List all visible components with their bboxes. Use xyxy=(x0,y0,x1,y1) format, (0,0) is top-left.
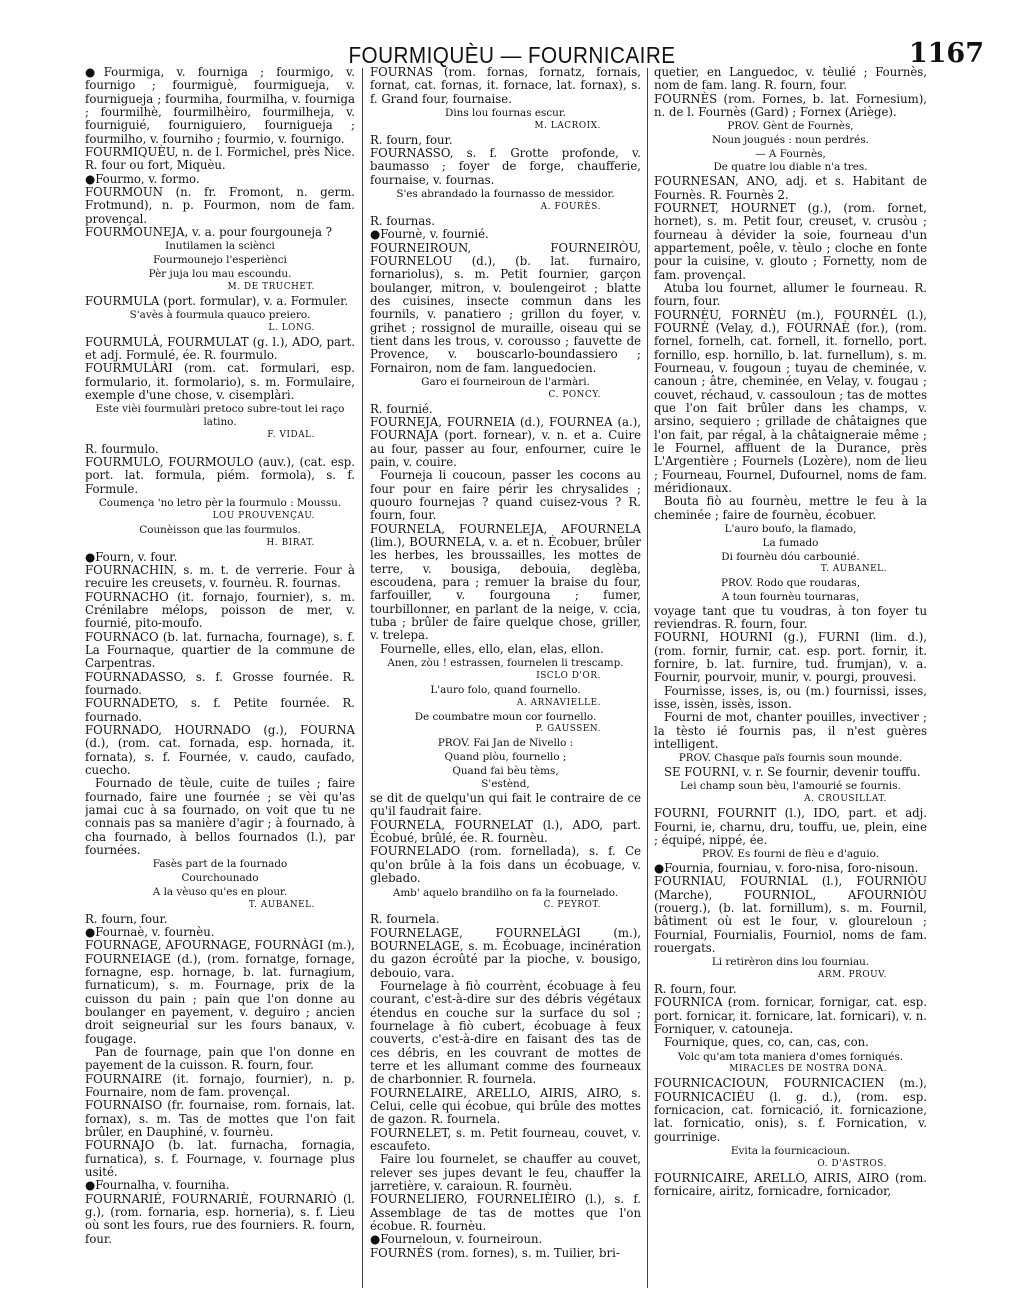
quotation-author: M. LACROIX. xyxy=(534,120,601,131)
quotation-author: LOU PROUVENÇAU. xyxy=(212,510,315,521)
quotation-line: Garo ei fourneiroun de l'armàri. xyxy=(421,375,590,388)
dictionary-entry: R. fourn, four. xyxy=(370,132,453,147)
dictionary-entry: FOURNI, HOURNI (g.), FURNI (lim. d.), (rom. fornir, furnir, cat. esp. port. fornir, it. fornire, b. lat. furnire, tud. frumjan), v. a. Fournir, pourvoir, munir, v. pourgi, prouvesi. xyxy=(654,630,927,685)
quotation-author: T. AUBANEL. xyxy=(248,899,315,910)
dictionary-entry: R. fourmulo. xyxy=(85,441,159,456)
dictionary-entry: FOURNEJA, FOURNEIA (d.), FOURNEA (a.), FOURNAJA (port. fornear), v. n. et a. Cuire au four, passer au four, enfourner, cuire le pain, v. couire. xyxy=(370,414,641,470)
dictionary-entry: FOURNADETO, s. f. Petite fournée. R. fournado. xyxy=(85,696,355,724)
quotation-author: A. FOURÈS. xyxy=(540,201,601,212)
quotation-line: Di fournèu dóu carbounié. xyxy=(721,550,860,563)
quotation-line: Amb' aquelo brandilho on fa la fournelado. xyxy=(392,886,619,899)
dictionary-entry: FOURNI, FOURNIT (l.), IDO, part. et adj. Fourni, ie, charnu, dru, touffu, ue, plein, eine ; équipé, nippé, ée. xyxy=(654,806,927,847)
dictionary-entry: FOURNELA, FOURNELAT (l.), ADO, part. Écobué, brûlé, ée. R. fournèu. xyxy=(370,817,641,846)
entry-paragraph: Fourneja li coucoun, passer les cocons au four pour en faire périr les chrysalides ; quouro fournejas ? quand cuisez-vous ? R. fourn, four. xyxy=(370,468,641,523)
entry-paragraph: Fourni de mot, chanter pouilles, invectiver ; la tèsto ié fournis pas, il n'est guères intelligent. xyxy=(654,710,927,752)
text-column-3 xyxy=(654,66,927,1291)
dictionary-entry: FOURNAS (rom. fornas, fornatz, fornais, fornat, cat. fornas, it. fornace, lat. fornax), s. f. Grand four, fournaise. xyxy=(370,66,641,106)
quotation-author: A. CROUSILLAT. xyxy=(804,794,887,805)
quotation-author: T. AUBANEL. xyxy=(820,564,887,575)
quotation-line: Fasès part de la fournado xyxy=(152,858,288,871)
text-column-2 xyxy=(370,66,641,1291)
dictionary-entry: FOURNESAN, ANO, adj. et s. Habitant de Fournès. R. Fournès 2. xyxy=(654,174,927,202)
quotation-line: Coumença 'no letro pèr la fourmulo : Moussu. xyxy=(98,497,342,510)
quotation-line: Li retirèron dins lou fourniau. xyxy=(711,956,870,969)
dictionary-entry: FOURNELET, s. m. Petit fourneau, couvet, v. escaufeto. xyxy=(370,1125,641,1154)
dictionary-entry: FOURMULA (port. formular), v. a. Formuler. xyxy=(85,293,349,308)
quotation-line: Lei champ soun bèu, l'amourié se fournis. xyxy=(680,780,901,793)
dictionary-entry: ●Fourn, v. four. xyxy=(85,549,178,564)
entry-paragraph: Pan de fournage, pain que l'on donne en payement de la cuisson. R. fourn, four. xyxy=(85,1044,355,1073)
quotation-author: O. D'ASTROS. xyxy=(817,1158,887,1169)
dictionary-entry: FOURNADASSO, s. f. Grosse fournée. R. fournado. xyxy=(85,669,355,697)
page-header xyxy=(0,0,1024,69)
entry-paragraph: Fournado de tèule, cuite de tuiles ; faire fournado, faire une fournée ; se vèi qu'as jamai cuc à sa fournado, on voit que tu ne connais pas sa manière d'agir ; à fournado, à cha fournado, à bellos fournados (l.), par fournées. xyxy=(85,776,355,858)
dictionary-entry: ●Fourmiga, v. fourniga ; fourmigo, v. fournigo ; fourmiguè, fourmigueja, v. fournigueja ; fourmiha, fourmilha, v. fourniga ; fourmilhè, fourmilhèiro, fourmilheja, v. fourniguié, fourniguiero, fournigueja ; fourmilho, v. fourniho ; fourmio, v. fournigo. xyxy=(85,66,355,146)
quotation-line: S'estènd, xyxy=(481,778,530,791)
entry-paragraph: Fournisse, isses, is, ou (m.) fournissi, isses, isse, issèn, issès, isson. xyxy=(654,683,927,712)
dictionary-entry: FOURNÈS (rom. Fornes, b. lat. Fornesium), n. de l. Fournès (Gard) ; Fornex (Ariège). xyxy=(654,91,927,120)
quotation-author: MIRACLES DE NOSTRA DONA. xyxy=(729,1064,887,1075)
dictionary-entry: FOURMOUN (n. fr. Fromont, n. germ. Frotmund), n. p. Fourmon, nom de fam. provençal. xyxy=(85,185,355,226)
quotation-line: L'auro folo, quand fournello. xyxy=(430,683,581,696)
dictionary-entry: FOURMULÀRI (rom. cat. formulari, esp. formulario, it. formolario), s. m. Formulaire, exemple d'une chose, v. cisemplàri. xyxy=(85,361,355,402)
quotation-author: ARM. PROUV. xyxy=(818,970,887,981)
text-column-1 xyxy=(85,66,355,1291)
dictionary-entry: FOURNAIRE (it. fornajo, fournier), n. p. Fournaire, nom de fam. provençal. xyxy=(85,1071,355,1100)
dictionary-entry: voyage tant que tu voudras, à ton foyer tu reviendras. R. fourn, four. xyxy=(654,603,927,631)
entry-paragraph: Fournique, ques, co, can, cas, con. xyxy=(664,1035,869,1050)
dictionary-entry: FOURNAISO (fr. fournaise, rom. fornais, lat. fornax), s. m. Tas de mottes que l'on fait brûler, en Dauphiné, v. fournèu. xyxy=(85,1098,355,1140)
dictionary-entry: FOURNELA, FOURNELEJA, AFOURNELA (lim.), BOURNELA, v. a. et n. Écobuer, brûler les herbes, les broussailles, les mottes de terre, v. bousiga, debouia, deglèba, escoudena, para ; remuer la braise du four, farfouiller, v. fourgouna ; fumer, tourbillonner, en parlant de la neige, v. ccia, tuba ; brûler de faire quelque chose, griller, v. trelepa. xyxy=(370,521,641,643)
quotation-author: P. GAUSSEN. xyxy=(535,724,601,735)
dictionary-entry: FOURNEIROUN, FOURNEIRÒU, FOURNELOU (d.), (b. lat. furnairo, fornariolus), s. m. Petit fournier, garçon boulanger, mitron, v. boulengeirot ; blatte des cuisines, insecte commun dans les fournils, v. panatiero ; grillon du foyer, v. grihet ; rossignol de muraille, oiseau qui se tient dans les trous, v. corousso ; fauvette de Provence, v. bouscarlo-boundassiero ; Fornairon, nom de fam. languedocien. xyxy=(370,240,641,375)
dictionary-entry: FOURNACHIN, s. m. t. de verrerie. Four à recuire les creusets, v. fournèu. R. fournas. xyxy=(85,562,355,591)
entry-paragraph: Fournelle, elles, ello, elan, elas, ellon. xyxy=(380,641,604,656)
quotation-author: M. DE TRUCHET. xyxy=(227,281,315,292)
quotation-line: S'es abrandado la fournasso de messidor. xyxy=(396,188,615,201)
quotation-line: Counèisson que las fourmulos. xyxy=(139,523,301,536)
quotation-line: De quatre lou diable n'a tres. xyxy=(713,161,868,174)
quotation-line: Volc qu'am tota maniera d'omes forniqués. xyxy=(677,1050,904,1063)
quotation-line: Este vièi fourmulàri pretoco subre-tout lei raço latino. xyxy=(95,403,345,429)
quotation-author: C. PEYROT. xyxy=(543,900,601,911)
dictionary-entry: ●Fournia, fourniau, v. foro-nisa, foro-nisoun. xyxy=(654,860,919,875)
dictionary-entry: FOURNET, HOURNET (g.), (rom. fornet, hornet), s. m. Petit four, creuset, v. crusòu ; fourneau à dévider la soie, fourneau d'un appartement, poêle, v. tèulo ; cloche en fonte pour la cuisine, v. glouto ; Fornetty, nom de fam. provençal. xyxy=(654,200,927,282)
dictionary-entry: FOURNASSO, s. f. Grotte profonde, v. baumasso ; foyer de forge, chaufferie, fournaise, v. fournas. xyxy=(370,146,641,187)
quotation-line: La fumado xyxy=(762,536,819,549)
dictionary-entry: FOURNICACIOUN, FOURNICACIEN (m.), FOURNICACIÉU (l. g. d.), (rom. esp. fornicacion, cat. fornicació, it. fornicazione, lat. fornicatio, onis), s. f. Fornication, v. gourrinige. xyxy=(654,1076,927,1144)
quotation-line: A toun fournèu tournaras, xyxy=(721,590,860,603)
dictionary-entry: FOURNELAIRE, ARELLO, AIRIS, AIRO, s. Celui, celle qui écobue, qui brûle des mottes de gazon. R. fournela. xyxy=(370,1085,641,1127)
quotation-author: L. LONG. xyxy=(268,322,315,333)
quotation-author: F. VIDAL. xyxy=(267,429,315,440)
quotation-line: A la vèuso qu'es en plour. xyxy=(152,885,288,898)
quotation-line: PROV. Fai Jan de Nivello : xyxy=(437,737,574,750)
quotation-author: C. PONCY. xyxy=(548,389,601,400)
quotation-line: Quand fai bèu tèms, xyxy=(452,764,559,777)
dictionary-entry: ●Fourmo, v. formo. xyxy=(85,171,200,186)
dictionary-entry: R. fournas. xyxy=(370,213,435,228)
dictionary-entry: R. fourn, four. xyxy=(654,982,737,997)
quotation-line: De coumbatre moun cor fournello. xyxy=(414,710,597,723)
quotation-line: Evita la fournicacioun. xyxy=(730,1145,851,1158)
quotation-line: Quand plòu, fournello ; xyxy=(444,750,567,763)
entry-paragraph: Atuba lou fournet, allumer le fourneau. R. fourn, four. xyxy=(654,280,927,309)
quotation-author: A. ARNAVIELLE. xyxy=(516,697,601,708)
entry-paragraph: SE FOURNI, v. r. Se fournir, devenir touffu. xyxy=(664,765,921,780)
dictionary-entry: FOURNAJO (b. lat. furnacha, fornagia, furnatica), s. f. Fournage, v. fournage plus usité. xyxy=(85,1138,355,1180)
quotation-line: L'auro boufo, la flamado, xyxy=(724,523,857,536)
dictionary-entry: FOURMIQUÈU, n. de l. Formichel, près Nice. R. four ou fort, Miquèu. xyxy=(85,145,355,173)
quotation-line: Anen, zòu ! estrassen, fournelen li trescamp. xyxy=(387,657,624,670)
quotation-author: H. BIRAT. xyxy=(266,537,315,548)
dictionary-entry: FOURNACO (b. lat. furnacha, fournage), s. f. La Fournaque, quartier de la commune de Carpentras. xyxy=(85,629,355,671)
quotation-line: PROV. Es fourni de flèu e d'aguio. xyxy=(701,848,880,861)
quotation-line: Courchounado xyxy=(181,872,259,885)
dictionary-entry: FOURNAGE, AFOURNAGE, FOURNÀGI (m.), FOURNEIAGE (d.), (rom. fornatge, fornage, fornagne, esp. hornage, b. lat. furnagium, furnaticum), s. m. Fournage, prix de la cuisson du pain ; pain que l'on donne au boulanger en payement, v. deguiro ; ancien droit seigneurial sur les fours banaux, v. fougage. xyxy=(85,938,355,1046)
quotation-author: ISCLO D'OR. xyxy=(536,670,601,681)
dictionary-entry: FOURNARIÉ, FOURNARIÈ, FOURNARIÒ (l. g.), (rom. fornaria, esp. horneria), s. f. Lieu où sont les fours, rue des fourniers. R. fourn, four. xyxy=(85,1191,355,1246)
quotation-line: PROV. Chasque païs fournis soun mounde. xyxy=(678,752,903,765)
dictionary-entry: R. fournela. xyxy=(370,912,440,927)
quotation-line: Dins lou fournas escur. xyxy=(445,107,566,120)
column-divider xyxy=(647,68,648,1288)
dictionary-entry: ●Fournaè, v. fournèu. xyxy=(85,924,215,939)
column-divider xyxy=(362,68,363,1288)
dictionary-entry: FOURNELADO (rom. fornellada), s. f. Ce qu'on brûle à la fois dans un écobuage, v. glebado. xyxy=(370,844,641,886)
dictionary-entry: FOURNADO, HOURNADO (g.), FOURNA (d.), (rom. cat. fornada, esp. hornada, it. fornata), s. f. Fournée, v. caudo, caufado, cuecho. xyxy=(85,723,355,778)
dictionary-entry: FOURNICAIRE, ARELLO, AIRIS, AIRO (rom. fornicaire, airitz, fornicadre, fornicador, xyxy=(654,1170,927,1199)
quotation-line: Fourmounejo l'esperiènci xyxy=(153,254,287,267)
dictionary-entry: FOURMULÀ, FOURMULAT (g. l.), ADO, part. et adj. Formulé, ée. R. fourmulo. xyxy=(85,334,355,362)
dictionary-entry: FOURNÈU, FORNÈU (m.), FOURNÈL (l.), FOURNÈ (Velay, d.), FOURNAÈ (for.), (rom. fornel, fornelh, cat. fornell, it. fornello, port. fornillo, esp. hornillo, b. lat. furnellum), s. m. Fourneau, v. fougoun ; tuyau de cheminée, v. canoun ; âtre, cheminée, en Velay, v. fougau ; couvet, réchaud, v. cassouloun ; tas de mottes que l'on fait brûler dans les champs, v. arsino, sequiero ; grillade de châtaignes que l'on fait, par régal, à la châtaigneraie même ; le Fournel, affluent de la Durance, près L'Argentière ; Fournels (Lozère), nom de lieu ; Fourneau, Fournel, Dufournel, noms de fam. méridionaux. xyxy=(654,307,927,496)
dictionary-entry: FOURMOUNEJA, v. a. pour fourgouneja ? xyxy=(85,225,332,240)
dictionary-entry: FOURNÈS (rom. fornes), s. m. Tuilier, bri- xyxy=(370,1245,620,1260)
entry-paragraph: Fournelage à fiò courrènt, écobuage à feu courant, c'est-à-dire sur des débris végétaux étendus en couche sur la surface du sol ; fournelage à fiò cubert, écobuage à feux couverts, c'est-à-dire en faisant des tas de ces débris, en les couvrant de mottes de terre et les allumant comme des fourneaux de charbonnier. R. fournela. xyxy=(370,978,641,1087)
dictionary-entry: ●Fourneloun, v. fourneiroun. xyxy=(370,1232,543,1247)
quotation-line: Inutilamen la sciènci xyxy=(165,240,275,253)
quotation-line: S'avès à fourmula quauco preiero. xyxy=(129,308,311,321)
dictionary-entry: R. fournié. xyxy=(370,401,433,416)
dictionary-entry: se dit de quelqu'un qui fait le contraire de ce qu'il faudrait faire. xyxy=(370,791,641,819)
entry-paragraph: Bouta fiò au fournèu, mettre le feu à la cheminée ; faire de fournèu, écobuer. xyxy=(654,494,927,522)
page-number: 1167 xyxy=(908,38,984,69)
dictionary-entry: quetier, en Languedoc, v. tèulié ; Fournès, nom de fam. lang. R. fourn, four. xyxy=(654,66,927,93)
running-title: FOURMIQUÈU — FOURNICAIRE xyxy=(348,42,676,68)
quotation-line: Noun jougués : noun perdrés. xyxy=(712,134,869,147)
dictionary-entry: FOURMULO, FOURMOULO (auv.), (cat. esp. port. lat. formula, piém. formola), s. f. Formule. xyxy=(85,455,355,496)
quotation-line: Pèr juja lou mau escoundu. xyxy=(148,267,292,280)
dictionary-entry: FOURNICA (rom. fornicar, fornigar, cat. esp. port. fornicar, it. fornicare, lat. fornicari), v. n. Forniquer, v. catouneja. xyxy=(654,995,927,1037)
quotation-line: — A Fournès, xyxy=(755,147,826,160)
entry-paragraph: Faire lou fournelet, se chauffer au couvet, relever ses jupes devant le feu, chauffer la jarretière, v. caraioun. R. fournèu. xyxy=(370,1152,641,1194)
dictionary-entry: R. fourn, four. xyxy=(85,911,168,926)
dictionary-entry: FOURNELIERO, FOURNELIÈIRO (l.), s. f. Assemblage de tas de mottes que l'on écobue. R. fournèu. xyxy=(370,1192,641,1234)
dictionary-entry: ●Fournalha, v. fourniha. xyxy=(85,1178,230,1193)
quotation-line: PROV. Rodo que roudaras, xyxy=(720,577,861,590)
dictionary-entry: ●Fournè, v. fournié. xyxy=(370,227,489,242)
quotation-line: PROV. Gènt de Fournès, xyxy=(727,120,854,133)
dictionary-entry: FOURNACHO (it. fornajo, fournier), s. m. Crénilabre mélops, poisson de mer, v. fournié, pito-moufo. xyxy=(85,589,355,631)
dictionary-entry: FOURNIAU, FOURNIAL (l.), FOURNIÒU (Marche), FOURNIOL, AFOURNIÒU (rouerg.), (b. lat. fornillum), s. m. Fournil, bâtiment où est le four, v. gloureloun ; Fournial, Fournialis, Fourniol, noms de fam. rouergats. xyxy=(654,874,927,955)
dictionary-entry: FOURNELAGE, FOURNELÀGI (m.), BOURNELAGE, s. m. Écobuage, incinération du gazon écroûté par la pioche, v. bousigo, debouio, vara. xyxy=(370,925,641,980)
